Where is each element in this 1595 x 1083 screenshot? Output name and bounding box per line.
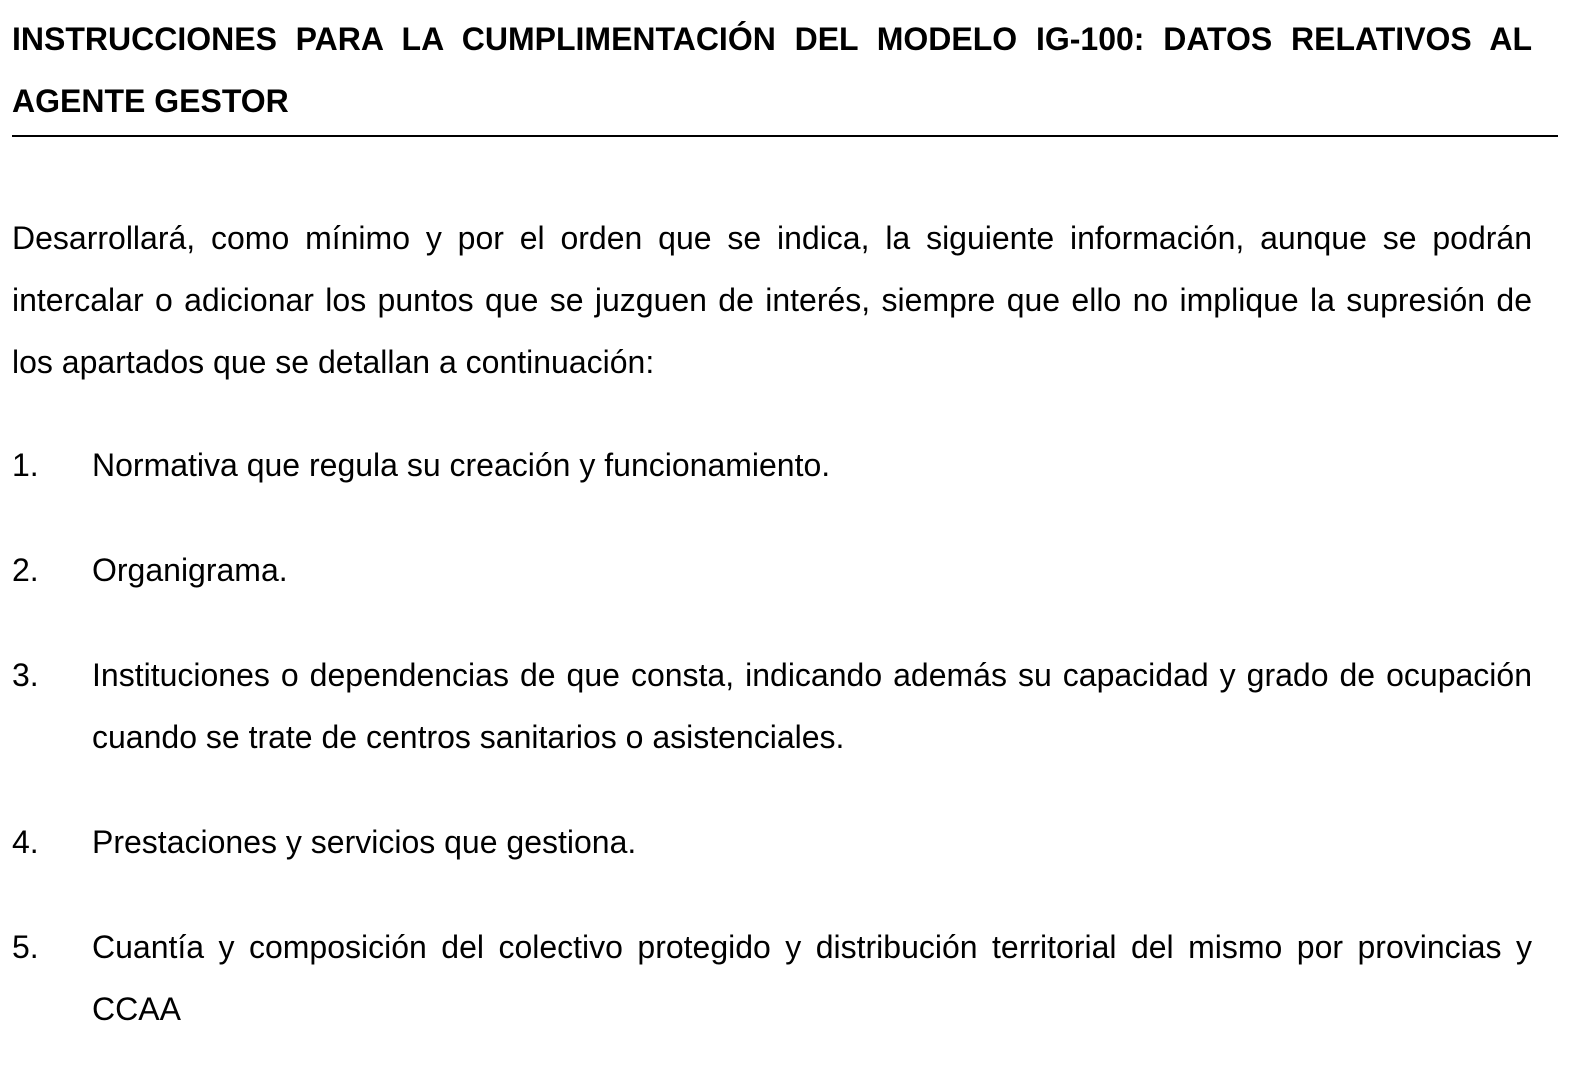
list-item (12, 644, 1532, 768)
document-title: INSTRUCCIONES PARA LA CUMPLIMENTACIÓN DEL MODELO IG-100: DATOS RELATIVOS AL AGENTE GESTOR (12, 21, 1532, 119)
list-item-number: 1. (12, 447, 39, 483)
title-divider (12, 135, 1558, 137)
list-item-number: 4. (12, 824, 39, 860)
instruction-list (12, 434, 1532, 1083)
list-item-text: Normativa que regula su creación y funcionamiento. (92, 447, 831, 483)
document-page (12, 0, 1532, 132)
list-item-text: Cuantía y composición del colectivo protegido y distribución territorial del mismo por provincias y CCAA (92, 929, 1532, 1027)
list-item (12, 539, 1532, 601)
list-item-text: Organigrama. (92, 552, 288, 588)
list-item-number: 2. (12, 552, 39, 588)
list-item-number: 3. (12, 657, 39, 693)
list-item-number: 5. (12, 929, 39, 965)
list-item-text: Prestaciones y servicios que gestiona. (92, 824, 637, 860)
list-item (12, 811, 1532, 873)
list-item (12, 916, 1532, 1040)
list-item (12, 434, 1532, 496)
list-item-text: Instituciones o dependencias de que consta, indicando además su capacidad y grado de ocupación cuando se trate de centros sanitarios o asistenciales. (92, 657, 1532, 755)
intro-paragraph: Desarrollará, como mínimo y por el orden que se indica, la siguiente información, aunque se podrán intercalar o adicionar los puntos que se juzguen de interés, siempre que ello no implique la supresión de los apartados que se detallan a continuación: (12, 220, 1532, 380)
